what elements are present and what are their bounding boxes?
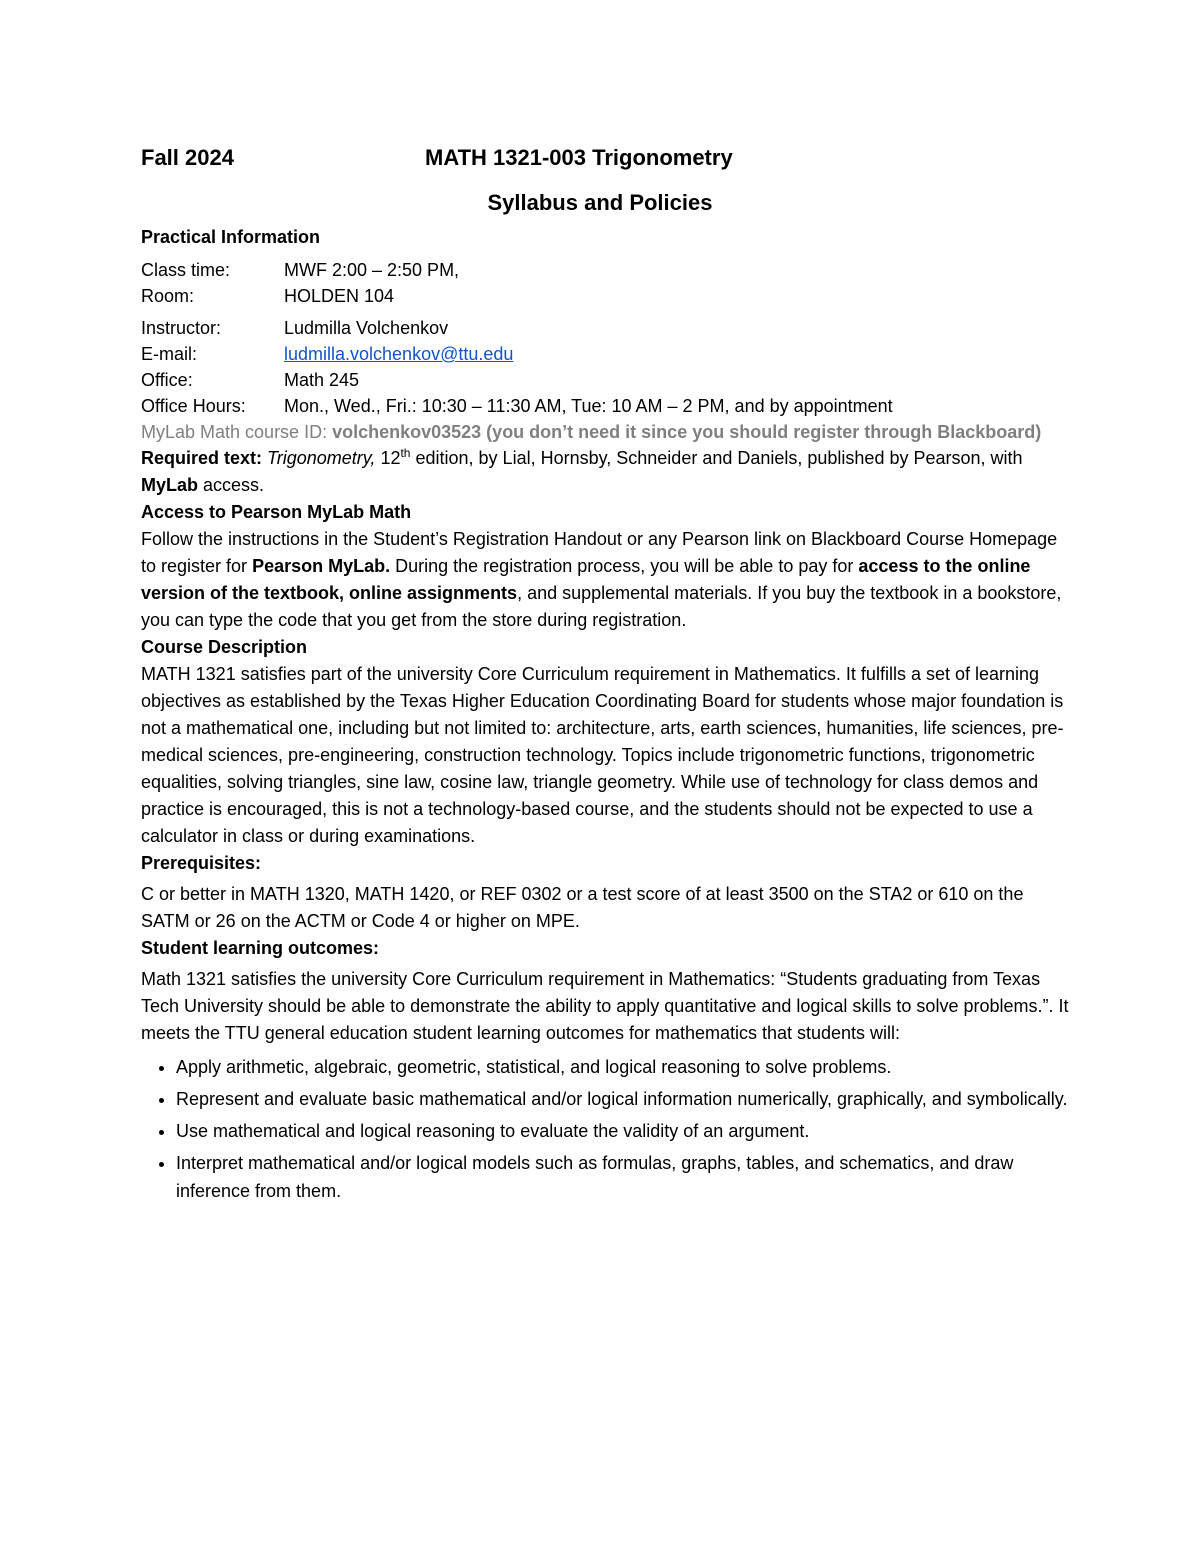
course-description-text: MATH 1321 satisfies part of the university Core Curriculum requirement in Mathematics. It fulfills a set of learning objectives as established by the Texas Higher Education Coordinating Board for students whose major foundation is not a mathematical one, including but not limited to: architecture, arts, earth sciences, humanities, life sciences, pre-medical sciences, pre-engineering, construction technology. Topics include trigonometric functions, trigonometric equalities, solving triangles, sine law, cosine law, triangle geometry. While use of technology for class demos and practice is encouraged, this is not a technology-based course, and the students should not be expected to use a calculator in class or during examinations.: [141, 664, 1064, 846]
instructor-label: Instructor:: [141, 318, 222, 338]
email-row: [141, 341, 1071, 367]
access-bold-1: Pearson MyLab.: [252, 556, 391, 576]
access-heading: Access to Pearson MyLab Math: [141, 502, 412, 522]
access-bold-2: access to the online version of the textbook, online assignments: [141, 556, 1031, 603]
instructor-row: [141, 315, 1071, 341]
term-label: Fall 2024: [141, 145, 234, 170]
list-item: • Represent and evaluate basic mathematical and/or logical information numerically, graphically, and symbolically.: [176, 1085, 1071, 1113]
course-title: MATH 1321-003 Trigonometry: [425, 145, 733, 170]
practical-info-table: [141, 257, 1071, 445]
instructor-value: Ludmilla Volchenkov: [284, 318, 449, 338]
office-value: Math 245: [284, 370, 360, 390]
list-item: • Interpret mathematical and/or logical models such as formulas, graphs, tables, and schematics, and draw inference from them.: [176, 1149, 1071, 1205]
access-text-1: Follow the instructions in the Student’s Registration Handout or any Pearson link on Blackboard Course Homepage to register for: [141, 529, 1058, 576]
class-time-value: MWF 2:00 – 2:50 PM,: [284, 260, 460, 280]
document-header: [141, 140, 1071, 182]
learning-outcomes-intro: Math 1321 satisfies the university Core Curriculum requirement in Mathematics: “Students graduating from Texas Tech University should be able to demonstrate the ability to apply quantitative and logical skills to solve problems.”. It meets the TTU general education student learning outcomes for mathematics that students will:: [141, 969, 1069, 1043]
access-paragraph: [141, 526, 1071, 634]
required-text-label: Required text:: [141, 448, 263, 468]
edition-suffix: th: [400, 446, 411, 460]
access-text-3: , and supplemental materials. If you buy the textbook in a bookstore, you can type the code that you get from the store during registration.: [141, 583, 1062, 630]
email-link[interactable]: ludmilla.volchenkov@ttu.edu: [284, 344, 514, 364]
list-item: • Use mathematical and logical reasoning to evaluate the validity of an argument.: [176, 1117, 1071, 1145]
textbook-title: Trigonometry,: [267, 448, 376, 468]
list-item: • Apply arithmetic, algebraic, geometric, statistical, and logical reasoning to solve problems.: [176, 1053, 1071, 1081]
room-label: Room:: [141, 286, 195, 306]
prerequisites-text: C or better in MATH 1320, MATH 1420, or REF 0302 or a test score of at least 3500 on the STA2 or 610 on the SATM or 26 on the ACTM or Code 4 or higher on MPE.: [141, 884, 1024, 931]
learning-outcomes-list: [141, 1053, 1071, 1205]
office-hours-value: Mon., Wed., Fri.: 10:30 – 11:30 AM, Tue: 10 AM – 2 PM, and by appointment: [284, 396, 893, 416]
mylab-bold: MyLab: [141, 475, 199, 495]
textbook-details: edition, by Lial, Hornsby, Schneider and Daniels, published by Pearson, with: [415, 448, 1023, 468]
office-hours-row: [141, 393, 1071, 419]
class-time-label: Class time:: [141, 260, 231, 280]
office-row: [141, 367, 1071, 393]
email-label: E-mail:: [141, 344, 198, 364]
access-text-2: During the registration process, you will be able to pay for: [395, 556, 854, 576]
required-text-paragraph: [141, 445, 1071, 499]
mylab-course-id-row: [141, 419, 1071, 445]
practical-info-heading: Practical Information: [141, 227, 321, 247]
prerequisites-heading: Prerequisites:: [141, 853, 262, 873]
syllabus-page: [141, 140, 1071, 1209]
mylab-course-id-label: MyLab Math course ID:: [141, 422, 328, 442]
room-row: [141, 283, 1071, 309]
room-value: HOLDEN 104: [284, 286, 395, 306]
class-time-row: [141, 257, 1071, 283]
course-description-heading: Course Description: [141, 637, 308, 657]
office-label: Office:: [141, 370, 193, 390]
office-hours-label: Office Hours:: [141, 396, 246, 416]
learning-outcomes-heading: Student learning outcomes:: [141, 938, 380, 958]
edition-number: 12: [380, 448, 401, 468]
document-subtitle: Syllabus and Policies: [487, 190, 713, 215]
mylab-course-id-value: volchenkov03523 (you don’t need it since you should register through Blackboard): [332, 422, 1042, 442]
access-word: access.: [203, 475, 265, 495]
